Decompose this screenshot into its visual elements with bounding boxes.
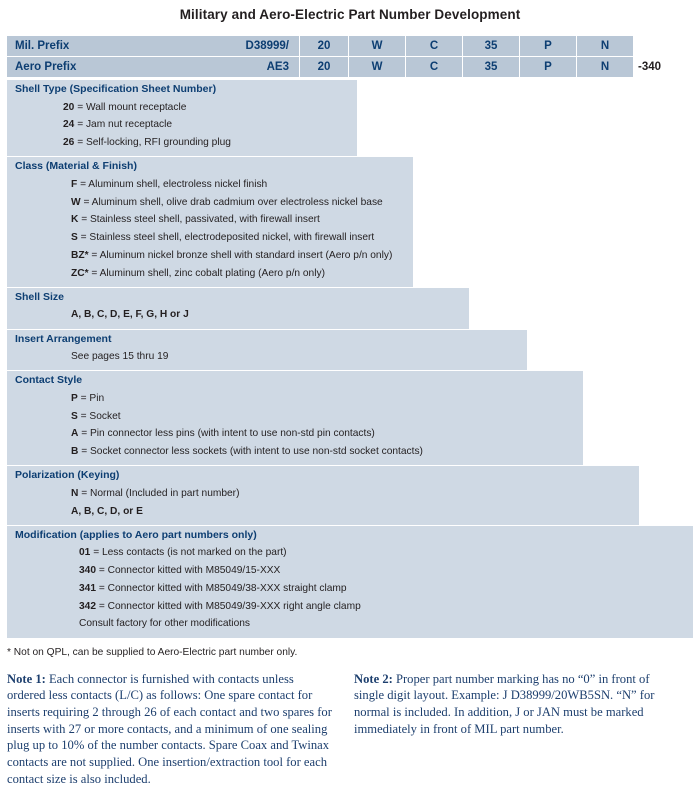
section-line: [7, 265, 413, 283]
section: [7, 371, 693, 465]
section: [7, 466, 693, 525]
section-line-code: 342: [79, 600, 96, 612]
section-body: [7, 348, 527, 371]
section-line-text: = Stainless steel shell, passivated, with firewall insert: [81, 214, 320, 226]
header-row-aero-label-cell: [7, 57, 299, 77]
section-line-text: = Aluminum shell, electroless nickel finish: [80, 178, 268, 190]
section-line-text: = Connector kitted with M85049/15-XXX: [98, 565, 281, 576]
section-line: [7, 230, 413, 248]
section-line: [7, 444, 583, 462]
section-line: [7, 408, 583, 426]
section-line: [7, 176, 413, 194]
section-line-code: 20: [63, 101, 75, 113]
section-line-text: = Normal (Included in part number): [81, 487, 240, 499]
section-line-code: K: [71, 214, 79, 226]
header-aero-insert: 35: [463, 57, 519, 77]
section-body: [7, 98, 357, 156]
header-row-mil: [7, 36, 693, 56]
section-title: Modification (applies to Aero part numbers only): [7, 526, 693, 544]
section-line-code: A, B, C, D, or E: [71, 505, 143, 517]
section-line-text: = Pin connector less pins (with intent to use non-std pin contacts): [81, 428, 375, 440]
section-line-text: Consult factory for other modifications: [79, 618, 250, 630]
section-title: Contact Style: [7, 371, 583, 389]
header-aero-class: W: [349, 57, 405, 77]
section-body: [7, 306, 469, 329]
section-title: Shell Size: [7, 288, 469, 306]
section-line-text: See pages 15 thru 19: [71, 351, 169, 362]
header-aero-shell-size: C: [406, 57, 462, 77]
header-mil-shell-type: 20: [300, 36, 348, 56]
header-mil-shell-size: C: [406, 36, 462, 56]
section-line-code: A: [71, 428, 79, 440]
section-line-code: 340: [79, 565, 96, 576]
section-line: [7, 135, 357, 153]
definition-sections: [0, 80, 700, 638]
header-aero-shell-type: 20: [300, 57, 348, 77]
section-line-text: = Wall mount receptacle: [77, 101, 187, 113]
section-line: [7, 485, 639, 503]
section-line: [7, 194, 413, 212]
note-1: [7, 671, 332, 788]
section-line-text: = Self-locking, RFI grounding plug: [77, 137, 231, 148]
header-row-mil-label-cell: [7, 36, 299, 56]
section-title: Polarization (Keying): [7, 466, 639, 484]
section-line-code: 24: [63, 119, 75, 131]
section-line: [7, 563, 693, 581]
section-body: [7, 484, 639, 525]
section-line-text: = Jam nut receptacle: [77, 119, 173, 131]
section-line: [7, 426, 583, 444]
notes-area: [0, 658, 700, 788]
section-line-text: = Aluminum shell, zinc cobalt plating (Aero p/n only): [91, 267, 325, 279]
section-line: [7, 545, 693, 563]
section-line-text: = Stainless steel shell, electrodeposited nickel, with firewall insert: [80, 232, 375, 243]
section-line: [7, 580, 693, 598]
section-line: [7, 349, 527, 367]
header-mil-contact-style: P: [520, 36, 576, 56]
section-line-code: S: [71, 410, 78, 422]
section-line-text: = Aluminum nickel bronze shell with standard insert (Aero p/n only): [91, 249, 393, 261]
section-line-code: F: [71, 178, 78, 190]
section: [7, 330, 693, 371]
section-line-code: 341: [79, 582, 96, 594]
section-line-text: = Connector kitted with M85049/38-XXX straight clamp: [98, 582, 347, 594]
section-line-code: S: [71, 232, 78, 243]
section-line: [7, 503, 639, 521]
section-line: [7, 212, 413, 230]
page-title: Military and Aero-Electric Part Number Development: [179, 7, 521, 22]
section-line-code: 26: [63, 137, 75, 148]
section-body: [7, 544, 693, 638]
section: [7, 80, 693, 156]
section-title: Shell Type (Specification Sheet Number): [7, 80, 357, 98]
header-mil-insert: 35: [463, 36, 519, 56]
section-body: [7, 389, 583, 465]
section-line-text: = Socket: [80, 410, 121, 422]
section-line: [7, 616, 693, 634]
header-row-aero-label: Aero Prefix: [15, 61, 77, 73]
section-title: Insert Arrangement: [7, 330, 527, 348]
section-line-code: A, B, C, D, E, F, G, H or J: [71, 309, 189, 321]
header-row-aero: [7, 57, 693, 77]
section-line-code: P: [71, 392, 78, 404]
header-mil-class: W: [349, 36, 405, 56]
section-line-text: = Socket connector less sockets (with intent to use non-std socket contacts): [81, 446, 423, 457]
section-line-text: = Connector kitted with M85049/39-XXX right angle clamp: [98, 600, 361, 612]
header-mil-modification: [634, 36, 690, 56]
header-row-mil-label: Mil. Prefix: [15, 40, 70, 52]
section-line-code: ZC*: [71, 267, 89, 279]
section-line: [7, 247, 413, 265]
section-line-code: W: [71, 196, 81, 208]
header-row-aero-prefix: AE3: [266, 61, 289, 73]
section-title: Class (Material & Finish): [7, 157, 413, 175]
section-line-text: = Pin: [80, 392, 105, 404]
section-line-code: B: [71, 446, 79, 457]
note-1-text: Each connector is furnished with contacts unless ordered less contacts (L/C) as follows: One spare contact for inserts requiring 2 through 26 of each contact and two spares for inserts with 27 or more contacts, and a minimum of one sealing plug up to 10% of the number contacts. Spare Coax and Twinax contacts are not supplied. One insertion/extraction tool for each contact size is also included.: [7, 671, 332, 786]
section-body: [7, 175, 413, 287]
header-mil-polarization: N: [577, 36, 633, 56]
note-2: [354, 671, 679, 788]
section-line: [7, 99, 357, 117]
note-1-label: Note 1:: [7, 671, 46, 686]
header-row-mil-prefix: D38999/: [245, 40, 289, 52]
section-line-text: = Aluminum shell, olive drab cadmium over electroless nickel base: [83, 196, 383, 208]
section-line-code: BZ*: [71, 249, 89, 261]
section-line: [7, 390, 583, 408]
footnote: * Not on QPL, can be supplied to Aero-Electric part number only.: [7, 646, 298, 658]
part-number-header: [0, 36, 700, 77]
section-line: [7, 598, 693, 616]
section-line-code: N: [71, 487, 79, 499]
section-line: [7, 117, 357, 135]
section-line-code: 01: [79, 547, 91, 559]
section: [7, 157, 693, 287]
header-aero-modification: -340: [634, 57, 690, 77]
section-line-text: = Less contacts (is not marked on the part): [93, 547, 287, 559]
note-2-text: Proper part number marking has no “0” in front of single digit layout. Example: J D38999/20WB5SN. “N” for normal is included. In addition, J or JAN must be marked immediately in front of MIL part number.: [354, 671, 655, 736]
section-line: [7, 307, 469, 325]
header-aero-polarization: N: [577, 57, 633, 77]
note-2-label: Note 2:: [354, 671, 393, 686]
header-aero-contact-style: P: [520, 57, 576, 77]
section: [7, 526, 693, 638]
section: [7, 288, 693, 329]
